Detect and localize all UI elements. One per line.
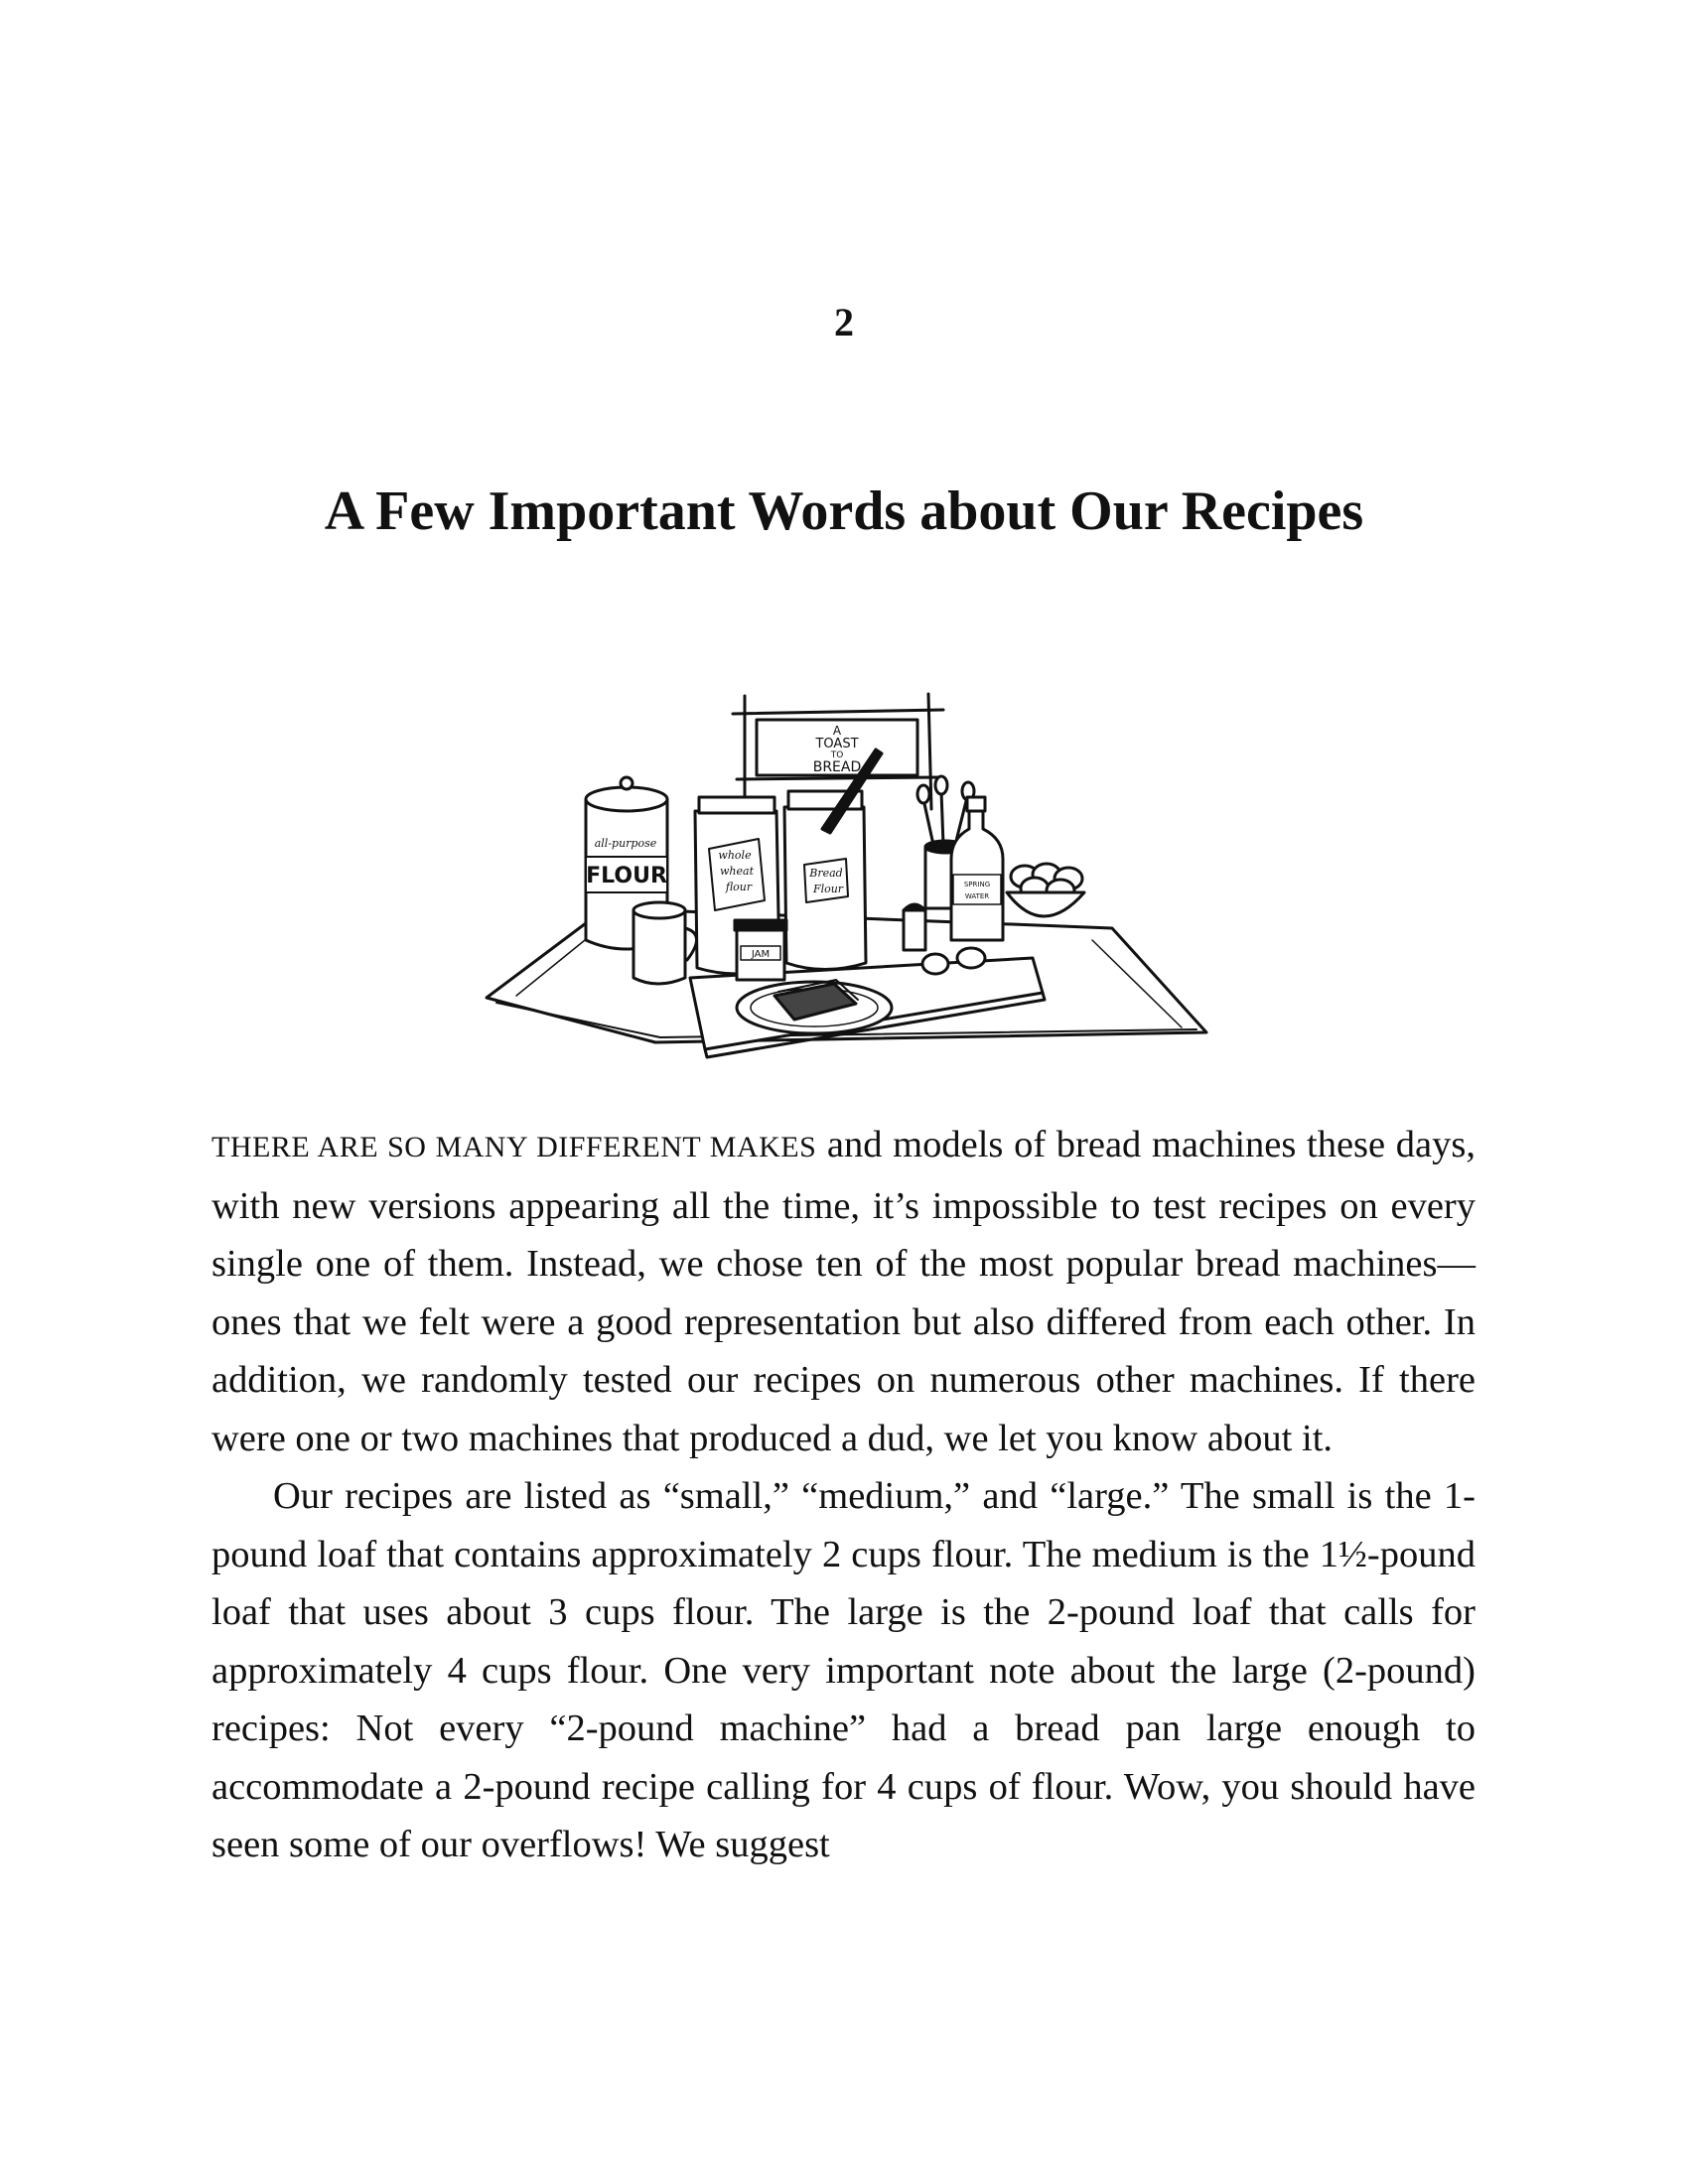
bottle-label-2: WATER	[964, 892, 990, 900]
jar2-label-2: Flour	[812, 883, 844, 895]
jar1-label-3: flour	[725, 881, 753, 893]
sign-text-2: TOAST	[815, 737, 859, 751]
sign-text-1: A	[832, 724, 842, 738]
bottle-label-1: SPRING	[963, 881, 991, 888]
jar1-label-2: wheat	[720, 865, 754, 878]
jar1-label-1: whole	[718, 849, 752, 862]
chapter-number: 2	[834, 300, 854, 344]
canister-label: FLOUR	[586, 864, 667, 888]
bread-flour-jar-icon	[784, 791, 866, 970]
egg-bowl-icon	[1007, 864, 1084, 916]
jam-label: JAM	[751, 949, 771, 960]
chapter-title: A Few Important Words about Our Recipes	[324, 480, 1364, 542]
canister-label-top: all-purpose	[594, 837, 657, 850]
paragraph-1-text: and models of bread machines these days, with new versions appearing all the time, it’s impossible to test recipes on every single one of them. Instead, we chose ten of the most popular bread machines—ones that we felt were a good representation but also differed from each other. In addition, we randomly tested our recipes on numerous other machines. If there were one or two machines that produced a dud, we let you know about it.	[211, 1124, 1476, 1459]
sign-text-4: BREAD	[812, 759, 862, 775]
paragraph-2: Our recipes are listed as “small,” “medium,” and “large.” The small is the 1-pound loaf that contains approximately 2 cups flour. The medium is the 1½-pound loaf that uses about 3 cups flour. The large is the 2-pound loaf that calls for approximately 4 cups flour. One very important note about the large (2-pound) recipes: Not every “2-pound machine” had a bread pan large enough to accommodate a 2-pound recipe calling for 4 cups of flour. Wow, you should have seen some of our overflows! We suggest	[211, 1475, 1476, 1865]
jam-jar-icon	[735, 920, 786, 980]
salt-shaker-icon	[904, 904, 925, 950]
bread-ingredients-illustration	[477, 680, 1211, 1067]
paragraph-1-lead: THERE ARE SO MANY DIFFERENT MAKES	[211, 1131, 817, 1163]
toast-plate-icon	[737, 980, 892, 1033]
jar2-label-1: Bread	[809, 867, 843, 880]
paragraph-1	[211, 1116, 1476, 1467]
body-text	[211, 1116, 1476, 1874]
sign-text-3: TO	[830, 751, 844, 760]
water-bottle-icon	[951, 797, 1003, 940]
